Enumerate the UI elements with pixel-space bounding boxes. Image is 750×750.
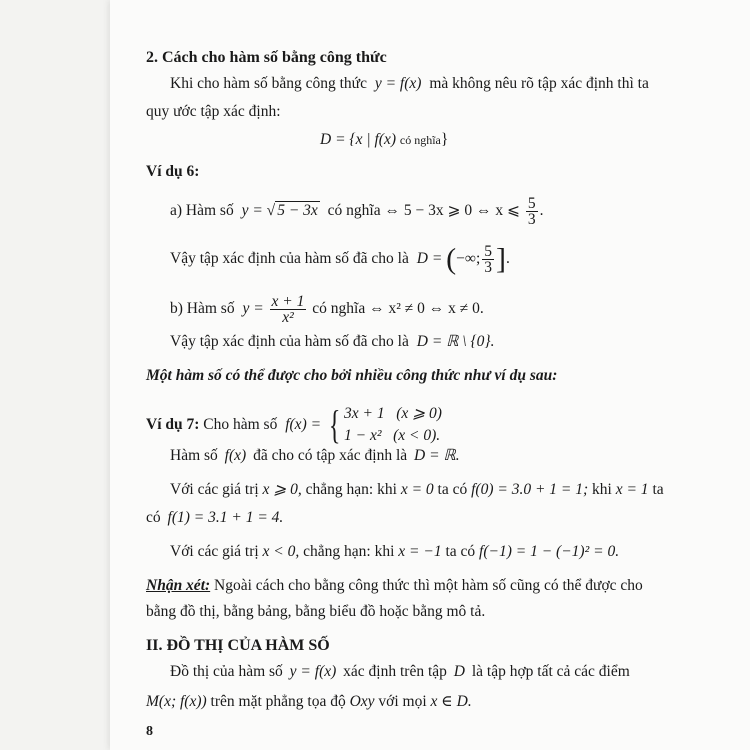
s2-text2-end: x ∈ D. [430,693,472,710]
s2-text2-formula: M(x; f(x)) [146,693,207,710]
pos-a: Với các giá trị [170,481,259,498]
s2-text2-a: trên mặt phẳng tọa độ [210,693,346,710]
pos-e: ta [652,481,664,498]
example7-case1-expr: 3x + 1 [344,405,385,423]
example6-b-result [170,332,495,352]
example6-b-result-formula: D = ℝ \ {0}. [416,333,495,350]
example7-fx: f(x) = [285,416,322,433]
example6-b-y: y = [242,300,264,318]
pos2-a: có [146,509,161,526]
example6-b-result-prefix: Vậy tập xác định của hàm số đã cho là [170,333,409,350]
neg-x: x = −1 [398,543,442,560]
s2-text1-b: xác định trên tập [343,663,447,680]
example6-a-fraction [526,196,538,227]
example6-a-result-end: . [506,250,510,268]
example6-a-line [170,196,543,227]
left-brace: { [328,402,341,448]
remark-line1 [146,576,643,596]
example6-a-result-inner: −∞; [456,250,481,268]
remark-text1: Ngoài cách cho bằng công thức thì một hàm số cũng có thể được cho [214,577,643,594]
example7-domain-b: đã cho có tập xác định là [253,447,408,464]
pos-x1: x = 1 [615,481,649,498]
domain-formula-main: D = {x | f(x) [320,131,397,148]
example6-b-prefix: b) Hàm số [170,300,235,318]
example7-neg-line [170,542,619,562]
domain-formula-close: } [440,131,449,148]
example6-a-result-lhs: D = [416,250,443,268]
s2-text1-c: là tập hợp tất cả các điểm [471,663,630,680]
example7-case1-cond: (x ⩾ 0) [396,405,442,423]
example7-line [146,400,442,450]
pos-c: ta có [437,481,468,498]
intro-line [170,74,649,94]
example7-domain-fx: f(x) [224,447,247,464]
intro-text-a: Khi cho hàm số bằng công thức [170,75,367,92]
page-number: 8 [146,724,153,739]
example6-a-radicand: 5 − 3x [277,202,318,220]
s2-text2-b: với mọi [378,693,427,710]
neg-b: chẳng hạn: khi [303,543,395,560]
neg-f: f(−1) = 1 − (−1)² = 0. [479,543,620,560]
s2-text1-D: D [453,663,465,680]
domain-formula [320,130,448,150]
s2-text2-oxy: Oxy [349,693,375,710]
pos-b: chẳng hạn: khi [305,481,397,498]
remark-line2: bằng đồ thị, bằng bảng, bằng biểu đồ hoặc bằng mô tả. [146,603,486,620]
example6-a-result [170,244,510,275]
example7-case2-expr: 1 − x² [344,427,382,445]
example7-heading: Ví dụ 7: [146,416,200,433]
example6-a-prefix: a) Hàm số [170,202,234,220]
section-heading: 2. Cách cho hàm số bằng công thức [146,49,387,66]
example6-b-fraction [270,294,307,325]
s2-text1-a: Đồ thị của hàm số [170,663,283,680]
example7-domain-formula: D = ℝ. [414,447,460,464]
example7-case2 [344,425,442,447]
left-paren: ( [446,242,457,276]
section2-line2 [146,692,472,712]
example6-b-line [170,294,484,325]
example6-b-mid: có nghĩa ⇔ x² ≠ 0 ⇔ x ≠ 0. [312,300,484,318]
intro-formula: y = f(x) [374,75,422,92]
pos-f0: f(0) = 3.0 + 1 = 1; [471,481,589,498]
example6-a-result-fraction [482,244,494,275]
example7-intro: Cho hàm số [203,416,278,433]
s2-text1-formula: y = f(x) [289,663,337,680]
right-bracket: ] [496,242,507,276]
domain-formula-note: có nghĩa [399,133,441,147]
pos-x0: x = 0 [400,481,434,498]
example6-a-end: . [539,202,544,220]
example6-a-mid: có nghĩa ⇔ 5 − 3x ⩾ 0 ⇔ x ⩽ [327,202,520,220]
remark-label: Nhận xét: [146,577,211,594]
neg-a: Với các giá trị [170,543,259,560]
multi-formula-note: Một hàm số có thể được cho bởi nhiều công thức như ví dụ sau: [146,367,558,384]
example6-b-frac-den: x² [282,309,294,326]
sqrt-symbol: √ [266,202,276,220]
example6-a-frac-den: 3 [527,211,536,228]
example7-pos-line [170,480,664,500]
example6-a-y: y = [241,202,263,220]
intro-line2: quy ước tập xác định: [146,103,281,120]
section2-line1 [170,662,630,682]
example6-b-frac-num: x + 1 [271,293,305,310]
example7-cases [344,403,442,447]
pos-d: khi [592,481,612,498]
example6-a-frac-num: 5 [527,195,536,212]
neg-cond: x < 0, [262,543,300,560]
section2-heading: II. ĐỒ THỊ CỦA HÀM SỐ [146,637,330,654]
neg-c: ta có [445,543,476,560]
pos-cond: x ⩾ 0, [262,481,302,498]
example6-a-result-prefix: Vậy tập xác định của hàm số đã cho là [170,250,409,268]
example6-heading: Ví dụ 6: [146,163,200,180]
example6-a-result-den: 3 [484,259,493,276]
example7-domain-a: Hàm số [170,447,218,464]
example6-a-result-num: 5 [484,243,493,260]
pos2-f1: f(1) = 3.1 + 1 = 4. [167,509,284,526]
example7-case2-cond: (x < 0). [393,427,441,445]
example7-domain [170,446,460,466]
intro-text-b: mà không nêu rõ tập xác định thì ta [429,75,649,92]
example7-case1 [344,403,442,425]
example7-pos-line2 [146,508,283,528]
